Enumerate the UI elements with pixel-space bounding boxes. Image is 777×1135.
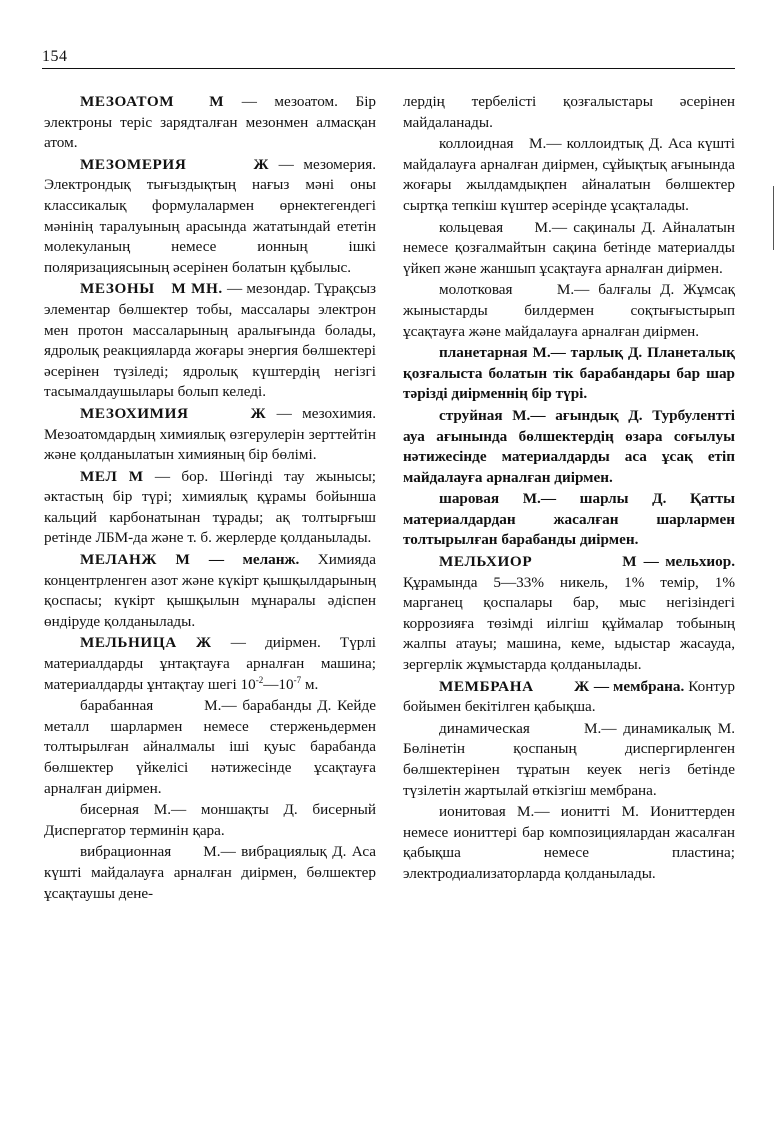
definition: Планеталық қозғалыста болатын тік барабандары бар шар тәрізді диірменнің бір түрі. bbox=[403, 344, 736, 403]
subentry-term: ионитовая bbox=[439, 803, 506, 821]
entry-mezony bbox=[44, 279, 376, 403]
definition: Аса күшті майдалауға арналған диірмен, сұйықтық ағынында жоғары жылдамдықпен айналатын бөлшектер сыртқа тепкіш күштер әсерінде ұсақталады. bbox=[403, 135, 736, 214]
subentry-ionitovaya bbox=[403, 802, 735, 884]
definition: Турбулентті ауа ағынында бөлшектердің өзара соғылуы нәтижесінде материалдарды аса ұсақ етіп майдалауға арналған диірмен. bbox=[403, 406, 735, 486]
headword: МЕМБРАНА bbox=[439, 677, 534, 695]
gender: М bbox=[175, 551, 191, 569]
range-base-1: 10 bbox=[240, 675, 256, 693]
gender: М МН. bbox=[171, 280, 223, 298]
translation: — мельхиор. bbox=[643, 553, 736, 571]
translation: — мезохимия. bbox=[276, 404, 377, 422]
definition: Электрондық тығыздықтың нағыз мәні оны классикалық формулалармен өрнектегендегі мәнінің таралуының арасында жататындай ететін молекуланың немесе ионның ішкі поляризациясының әсерінен болатын құбылыс. bbox=[44, 176, 376, 276]
translation: — мембрана. bbox=[593, 677, 685, 695]
subentry-term: вибрационная bbox=[80, 843, 172, 861]
translation: М.— моншақты Д. bbox=[153, 801, 298, 819]
entry-mezokhimiya bbox=[44, 404, 376, 466]
translation: М.— шарлы Д. bbox=[522, 490, 667, 508]
range-exp-2: -7 bbox=[293, 674, 302, 685]
entry-membrana bbox=[403, 677, 735, 718]
gender: Ж bbox=[195, 634, 212, 652]
translation: М.— динамикалық bbox=[584, 719, 711, 737]
subentry-koltsevaya bbox=[403, 218, 735, 280]
gender: Ж bbox=[250, 404, 267, 422]
definition: Айналатын немесе қозғалмайтын сақина бетінде материалды үйкеп және жаншып ұсақтауға арналған диірмен. bbox=[403, 218, 736, 277]
range-dash: — bbox=[263, 675, 279, 693]
definition: Кейде металл шарлармен немесе стерженьдермен толтырылған айналмалы іші қуыс барабанда бөлшектер үйкелісі нәтижесінде ұсақтауға арналған диірмен. bbox=[44, 697, 377, 797]
continuation-text: лердің тербелісті қозғалыстары әсерінен майдаланады. bbox=[403, 93, 735, 131]
subentry-barabannaya bbox=[44, 696, 376, 799]
headword: МЕЛАНЖ bbox=[80, 551, 157, 569]
subentry-term: кольцевая bbox=[439, 218, 504, 236]
subentry-struynaya bbox=[403, 406, 735, 488]
definition: Тұрақсыз элементар бөлшектер тобы, массалары электрон мен протон массаларының аралығында болады, ядролық реакцияларда жоғары энергия бөлшектері әсерінен түзіледі; ядролық күштердің негізгі тасымалдаушылары болып келеді. bbox=[44, 280, 377, 401]
subentry-term: молотковая bbox=[439, 281, 513, 299]
definition: Бір электроны теріс зарядталған мезонмен алмасқан атом. bbox=[44, 93, 377, 152]
subentry-vibratsionnaya bbox=[44, 842, 376, 904]
entry-melkhior bbox=[403, 552, 735, 676]
entry-melnitsa bbox=[44, 633, 376, 695]
entry-melanzh bbox=[44, 550, 376, 632]
range-exp-1: -2 bbox=[255, 674, 264, 685]
headword: МЕЛ bbox=[80, 467, 118, 485]
range-base-2: 10 bbox=[278, 675, 294, 693]
definition: Мезоатомдардың химиялық өзгерулерін зерттейтін және қолданылатын химияның бір бөлімі. bbox=[44, 425, 376, 464]
subentry-term: планетарная bbox=[439, 344, 528, 362]
gender: М bbox=[622, 553, 638, 571]
subentry-term: бисерная bbox=[80, 801, 139, 819]
scan-edge-mark bbox=[773, 186, 774, 250]
translation: — меланж. bbox=[208, 551, 300, 569]
translation: М.— ионитті М. bbox=[517, 803, 639, 821]
subentry-term: динамическая bbox=[439, 719, 530, 737]
subentry-term: струйная bbox=[439, 406, 503, 424]
translation: М.— ағындық Д. bbox=[512, 406, 643, 424]
definition: Д. Аса күшті майдалауға арналған диірмен, бөлшектер ұсақтаушы дене- bbox=[44, 843, 376, 902]
definition: Шөгінді тау жынысы; әктастың бір түрі; химиялық құрамы бойынша кальций карбонатынан тұрады; ақ толтырғыш ретінде ЛБМ-да және т. б. жерлерде қолданылады. bbox=[44, 467, 377, 547]
subentry-term: коллоидная bbox=[439, 135, 514, 153]
subentry-kolloidnaya bbox=[403, 134, 735, 216]
translation: М.— балғалы Д. bbox=[556, 281, 675, 299]
range-unit: м. bbox=[301, 675, 319, 693]
subentry-bisernaya bbox=[44, 800, 376, 841]
definition: Қатты материалдардан жасалған шарлармен толтырылған барабанды диірмен. bbox=[403, 490, 735, 549]
right-column bbox=[403, 92, 735, 886]
headword: МЕЗОАТОМ bbox=[80, 93, 175, 110]
headword: МЕЗОМЕРИЯ bbox=[80, 155, 187, 173]
translation: М.— вибрациялық bbox=[203, 843, 327, 861]
entry-mezoatom bbox=[44, 92, 376, 154]
definition: Контур бойымен бекітілген қабықша. bbox=[403, 677, 736, 716]
definition: Құрамында 5—33% никель, 1% темір, 1% марганец қоспалары бар, мыс негізіндегі коррозияға төзімді иілгіш құймалар тобының жалпы атауы; машина, кеме, ыдыстар жасауда, зергерлік жұмыстарда қолданылады. bbox=[403, 573, 735, 674]
definition: М. Бөлінетін қоспаның диспергирленген бөлшектерінен тұратын кеуек негіз бетінде түзілетін жартылай өткізгіш мембрана. bbox=[403, 719, 735, 799]
translation: М.— барабанды Д. bbox=[204, 697, 332, 715]
entry-mel bbox=[44, 467, 376, 549]
subentry-term: барабанная bbox=[80, 697, 154, 715]
translation: — мезомерия. bbox=[278, 155, 377, 173]
entry-mezomeriya bbox=[44, 155, 376, 279]
gender: Ж bbox=[574, 677, 590, 695]
translation: — мезондар. bbox=[226, 280, 311, 298]
translation: М.— сақиналы Д. bbox=[534, 218, 656, 236]
page-number: 154 bbox=[42, 48, 68, 65]
translation: — диірмен. bbox=[230, 634, 321, 652]
definition: Химияда концентрленген азот және күкірт қышқылдарының қоспасы; күкірт қышқылын мұнаралы әдіспен өндіруде қолданылады. bbox=[44, 551, 377, 630]
subentry-molotkovaya bbox=[403, 280, 735, 342]
headword: МЕЗОНЫ bbox=[80, 280, 155, 298]
headword: МЕЗОХИМИЯ bbox=[80, 404, 189, 422]
definition: Түрлі материалдарды ұнтақтауға арналған машина; материалдарды ұнтақтау шегі bbox=[44, 634, 376, 693]
gender: М bbox=[128, 467, 144, 485]
subentry-term: шаровая bbox=[439, 490, 500, 508]
translation: — бор. bbox=[154, 467, 209, 485]
definition: Иониттерден немесе иониттері бар композициялардан жасалған қабықша немесе пластина; электродиализаторларда қолданылады. bbox=[403, 803, 735, 882]
translation: — мезоатом. bbox=[241, 93, 338, 110]
definition: Жұмсақ жыныстарды билдермен соқтығыстырып ұсақтауға және майдалауға арналған диірмен. bbox=[403, 281, 736, 340]
headword: МЕЛЬНИЦА bbox=[80, 634, 177, 652]
definition: бисерный Диспергатор терминін қара. bbox=[44, 801, 377, 839]
headword: МЕЛЬХИОР bbox=[439, 553, 533, 571]
gender: М bbox=[209, 93, 225, 110]
gender: Ж bbox=[253, 155, 270, 173]
subentry-sharovaya bbox=[403, 489, 735, 551]
translation: М.— коллоидтық Д. bbox=[529, 135, 663, 153]
left-column bbox=[44, 92, 376, 905]
subentry-dinamicheskaya bbox=[403, 719, 735, 801]
subentry-planetarnaya bbox=[403, 343, 735, 405]
header-rule bbox=[42, 68, 735, 69]
translation: М.— тарлық Д. bbox=[532, 344, 643, 362]
